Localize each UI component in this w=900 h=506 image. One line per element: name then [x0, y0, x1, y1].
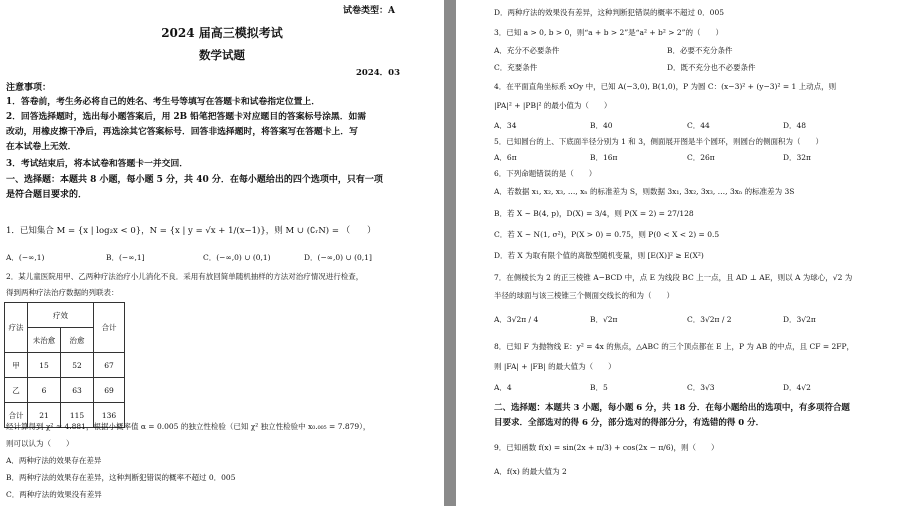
table-row [5, 353, 125, 378]
q1-option-a: A．(−∞,1) [6, 253, 45, 262]
section-1-heading-line2: 是符合题目要求的． [6, 190, 88, 200]
notice-1: 1．答卷前，考生务必将自己的姓名、考生号等填写在答题卡和试卷指定位置上． [6, 97, 321, 107]
q9-option-a: A．f(x) 的最大值为 2 [494, 467, 567, 476]
q8-option-d: D．4√2 [783, 383, 811, 392]
exam-title: 2024 届高三模拟考试 [161, 26, 283, 40]
question-2-line2: 得到两种疗法治疗数据的列联表： [6, 288, 119, 297]
question-4-line1: 4．在平面直角坐标系 xOy 中，已知 A(−3,0), B(1,0)，P 为圆 C：(x−3)² + (y−3)² = 1 上动点，则 [494, 82, 837, 91]
q2-option-c: C．两种疗法的效果没有差异 [6, 490, 102, 499]
notice-heading: 注意事项： [6, 83, 52, 93]
table-cell: 乙 [5, 378, 28, 403]
table-cell: 21 [28, 403, 61, 428]
q1-option-b: B．(−∞,1] [106, 253, 145, 262]
table-cell: 6 [28, 378, 61, 403]
q6-option-d: D．若 X 为取有限个值的离散型随机变量，则 [E(X)]² ≥ E(X²) [494, 251, 704, 260]
q7-option-c: C．3√2π / 2 [687, 315, 732, 324]
question-1: 1．已知集合 M = {x | log₂x < 0}，N = {x | y = √x + 1/(x−1)}，则 M ∪ (∁ᵣN) = （ ） [6, 226, 376, 236]
table-cell: 69 [94, 378, 125, 403]
question-8-line2: 则 |FA| + |FB| 的最大值为（ ） [494, 362, 616, 371]
table-cell: 115 [61, 403, 94, 428]
q3-option-d: D．既不充分也不必要条件 [667, 63, 756, 72]
q6-option-c: C．若 X ~ N(1, σ²)，P(X > 0) = 0.75，则 P(0 < X < 2) = 0.5 [494, 230, 720, 239]
q2-option-b: B．两种疗法的效果存在差异，这种判断犯错误的概率不超过 0．005 [6, 473, 236, 482]
question-8-line1: 8．已知 F 为抛物线 E：y² = 4x 的焦点，△ABC 的三个顶点都在 E 上，P 为 AB 的中点，且 CF = 2FP， [494, 342, 855, 351]
q2-option-d: D．两种疗法的效果没有差异，这种判断犯错误的概率不超过 0．005 [494, 8, 724, 17]
notice-2-line1: 2．回答选择题时，选出每小题答案后，用 2B 铅笔把答题卡对应题目的答案标号涂黑．如需 [6, 112, 367, 122]
table-cell: 15 [28, 353, 61, 378]
question-2-line1: 2．某儿童医院用甲、乙两种疗法治疗小儿消化不良．采用有放回简单随机抽样的方法对治疗情况进行检查， [6, 272, 364, 281]
page-gutter [444, 0, 456, 506]
q4-option-d: D．48 [783, 121, 807, 130]
table-header-method: 疗法 [5, 303, 28, 353]
q1-option-c: C．(−∞,0) ∪ (0,1) [203, 253, 271, 262]
q7-option-d: D．3√2π [783, 315, 816, 324]
q4-option-a: A．34 [494, 121, 517, 130]
exam-subtitle: 数学试题 [199, 48, 245, 62]
q6-option-a: A．若数据 x₁, x₂, x₃, …, xₙ 的标准差为 S，则数据 3x₁, 3x₂, 3x₃, …, 3xₙ 的标准差为 3S [494, 187, 795, 196]
question-6: 6．下列命题错误的是（ ） [494, 169, 597, 178]
question-7-line1: 7．在侧棱长为 2 的正三棱锥 A−BCD 中，点 E 为线段 BC 上一点，且 AD ⊥ AE，则以 A 为球心，√2 为 [494, 273, 853, 282]
question-7-line2: 半径的球面与该三棱锥三个侧面交线长的和为（ ） [494, 291, 674, 300]
q3-option-a: A．充分不必要条件 [494, 46, 560, 55]
table-header-effect: 疗效 [28, 303, 94, 328]
q5-option-b: B．16π [590, 153, 618, 162]
question-9: 9．已知函数 f(x) = sin(2x + π/3) + cos(2x − π/6)，则（ ） [494, 443, 719, 452]
table-cell: 136 [94, 403, 125, 428]
q6-option-b: B．若 X ~ B(4, p)，D(X) = 3/4，则 P(X = 2) = 27/128 [494, 209, 694, 218]
table-row [5, 378, 125, 403]
table-header-total: 合计 [94, 303, 125, 353]
exam-date: 2024．03 [356, 68, 400, 78]
q7-option-a: A．3√2π / 4 [494, 315, 539, 324]
q8-option-a: A．4 [494, 383, 512, 392]
q1-option-d: D．(−∞,0) ∪ (0,1] [304, 253, 372, 262]
section-1-heading-line1: 一、选择题：本题共 8 小题，每小题 5 分，共 40 分．在每小题给出的四个选项中，只有一项 [6, 175, 383, 185]
notice-3: 3．考试结束后，将本试卷和答题卡一并交回． [6, 159, 189, 169]
contingency-table [4, 302, 125, 428]
table-cell: 52 [61, 353, 94, 378]
q7-option-b: B．√2π [590, 315, 618, 324]
q3-option-c: C．充要条件 [494, 63, 538, 72]
question-2-line4: 则可以认为（ ） [6, 439, 74, 448]
table-cell: 甲 [5, 353, 28, 378]
notice-2-line2: 改动，用橡皮擦干净后，再选涂其它答案标号．回答非选择题时，将答案写在答题卡上．写 [6, 127, 358, 137]
question-3: 3．已知 a > 0, b > 0，则“a + b > 2”是“a² + b² > 2”的（ ） [494, 28, 723, 37]
table-header-cured: 治愈 [61, 328, 94, 353]
q4-option-b: B．40 [590, 121, 613, 130]
question-5: 5．已知圆台的上、下底面半径分别为 1 和 3，侧面展开图是半个圆环，则圆台的侧面积为（ ） [494, 137, 823, 146]
q5-option-c: C．26π [687, 153, 715, 162]
page-right [456, 0, 900, 506]
section-2-heading-line1: 二、选择题：本题共 3 小题，每小题 6 分，共 18 分．在每小题给出的选项中，有多项符合题 [494, 403, 850, 413]
table-cell: 63 [61, 378, 94, 403]
q8-option-b: B．5 [590, 383, 608, 392]
q8-option-c: C．3√3 [687, 383, 715, 392]
table-cell: 67 [94, 353, 125, 378]
question-2-line3: 经计算得到 χ² ≈ 4.881，根据小概率值 α = 0.005 的独立性检验（已知 χ² 独立性检验中 x₀.₀₀₅ = 7.879）， [6, 422, 371, 431]
q4-option-c: C．44 [687, 121, 710, 130]
notice-2-line3: 在本试卷上无效． [6, 142, 77, 152]
exam-version: 试卷类型：A [343, 6, 395, 16]
question-4-line2: |PA|² + |PB|² 的最小值为（ ） [494, 101, 612, 110]
page-left [0, 0, 444, 506]
q2-option-a: A．两种疗法的效果存在差异 [6, 456, 102, 465]
q5-option-d: D．32π [783, 153, 811, 162]
table-cell: 合计 [5, 403, 28, 428]
q5-option-a: A．6π [494, 153, 517, 162]
table-header-not-cured: 未治愈 [28, 328, 61, 353]
q3-option-b: B．必要不充分条件 [667, 46, 733, 55]
section-2-heading-line2: 目要求．全部选对的得 6 分，部分选对的得部分分，有选错的得 0 分． [494, 418, 765, 428]
